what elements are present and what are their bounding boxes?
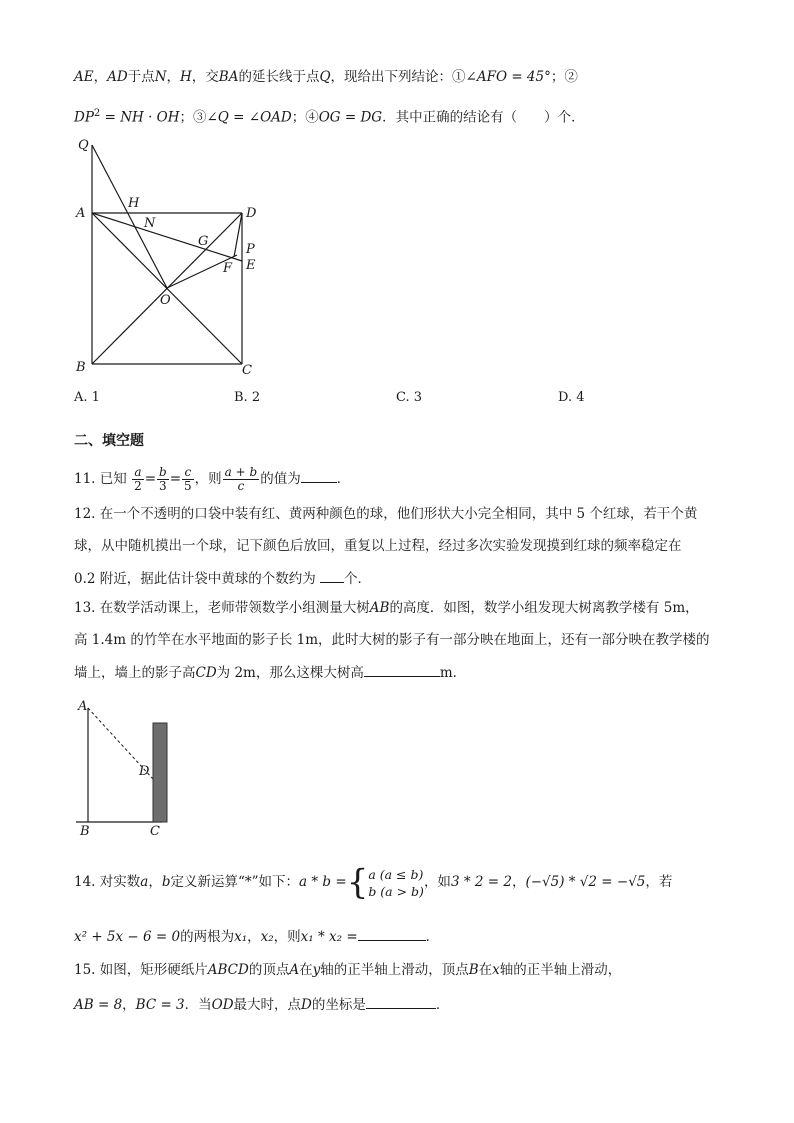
label-N: N	[144, 216, 156, 231]
q14-line1: 14. 对实数a，b定义新运算“*”如下：a * b ={ a (a ≤ b) b (a > b) ，如3 * 2 = 2，(−√5) * √2 = −√5，若	[74, 862, 673, 903]
label-C: C	[242, 363, 252, 378]
building-wall	[153, 723, 167, 822]
answer-blank-q12[interactable]	[320, 568, 344, 583]
tree-shadow-figure	[72, 696, 182, 838]
q11: 11. 已知 $\frac{a}{2}$ = $\frac{b}{3}$ = $\frac{c}{5}$ ，则 $\frac{a + b}{c}$ 的值为 ．	[74, 465, 351, 493]
section-title: 二、填空题	[74, 433, 144, 449]
answer-blank-q11[interactable]	[301, 468, 337, 483]
option-b: B. 2	[234, 390, 261, 405]
q15-line1: 15. 如图，矩形硬纸片ABCD的顶点A在y轴的正半轴上滑动，顶点B在x轴的正半轴上滑动，	[74, 962, 622, 978]
q15-line2: AB = 8，BC = 3．当OD最大时，点D的坐标是 ．	[74, 994, 449, 1015]
line-AE	[92, 213, 242, 261]
q10-line2: $DP^2$ = NH · OH；③∠Q = ∠OAD；④OG = DG．其中正确的结论有（ ）个．	[74, 108, 585, 126]
q14-line2: x² + 5x − 6 = 0的两根为x₁，x₂，则x₁ * x₂ = ．	[74, 926, 439, 947]
label-A: A	[76, 206, 86, 221]
answer-blank-q13[interactable]	[364, 662, 440, 677]
answer-blank-q15[interactable]	[366, 994, 436, 1009]
q12-line3: 0.2 附近，据此估计袋中黄球的个数约为 个．	[74, 568, 371, 589]
label-D: D	[139, 764, 150, 779]
fraction-c-5: $\frac{c}{5}$	[184, 465, 192, 493]
option-c: C. 3	[396, 390, 423, 405]
q13-line1: 13. 在数学活动课上，老师带领数学小组测量大树AB的高度．如图，数学小组发现大树离教学楼有 5m，	[74, 600, 699, 616]
label-D: D	[246, 206, 257, 221]
q13-line3: 墙上，墙上的影子高CD为 2m，那么这棵大树高 m．	[74, 662, 466, 683]
label-Q: Q	[78, 138, 89, 153]
fraction-b-3: $\frac{b}{3}$	[159, 465, 167, 493]
label-A: A	[78, 699, 88, 714]
label-G: G	[198, 234, 209, 249]
square-geometry-figure	[70, 135, 270, 380]
option-a: A. 1	[74, 390, 100, 405]
fraction-apb-c: $\frac{a + b}{c}$	[224, 465, 258, 493]
fraction-a-2: $\frac{a}{2}$	[134, 465, 142, 493]
q12-line2: 球，从中随机摸出一个球，记下颜色后放回，重复以上过程，经过多次实验发现摸到红球的频率稳定在	[74, 538, 682, 554]
piecewise-cases: a (a ≤ b) b (a > b)	[368, 866, 424, 899]
label-H: H	[128, 196, 140, 211]
label-B: B	[76, 360, 86, 375]
q12-line1: 12. 在一个不透明的口袋中装有红、黄两种颜色的球，他们形状大小完全相同，其中 5 个红球，若干个黄	[74, 506, 698, 522]
label-O: O	[160, 293, 171, 308]
label-P: P	[246, 242, 255, 257]
option-d: D. 4	[558, 390, 585, 405]
label-F: F	[223, 261, 233, 276]
q13-line2: 高 1.4m 的竹竿在水平地面的影子长 1m，此时大树的影子有一部分映在地面上，还有一部分映在教学楼的	[74, 632, 710, 648]
label-C: C	[150, 824, 160, 838]
label-E: E	[246, 258, 256, 273]
label-B: B	[80, 824, 90, 838]
answer-blank-q14[interactable]	[358, 926, 426, 941]
brace-symbol: {	[346, 862, 369, 903]
q10-line1: AE，AD于点N，H，交BA的延长线于点Q，现给出下列结论：①∠AFO = 45°；②	[74, 69, 578, 85]
